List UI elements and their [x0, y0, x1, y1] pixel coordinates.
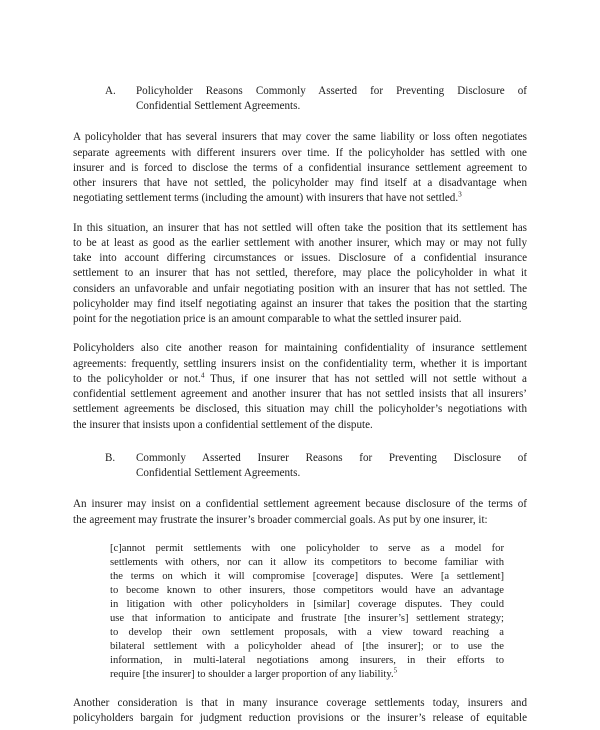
blockquote-line-7: to develop their own settlement proposals, with a view toward reaching a — [110, 626, 504, 638]
spacer — [73, 327, 527, 341]
spacer — [73, 682, 527, 696]
blockquote-line-1: [c]annot permit settlements with one policyholder to serve as a model for — [110, 542, 504, 554]
paragraph-2-line-5: considers an unfavorable and unfair negotiating position with an insurer that has not settled. The — [73, 282, 527, 295]
spacer — [73, 207, 527, 221]
paragraph-2-line-6: policyholder may find itself negotiating against an insurer that takes the position that the starting — [73, 297, 527, 310]
spacer — [73, 433, 527, 451]
blockquote-line-5: in litigation with other policyholders in [similar] coverage disputes. They could — [110, 598, 504, 610]
paragraph-3-line-5: settlement agreements be disclosed, this situation may chill the policyholder’s negotiations with — [73, 403, 527, 416]
paragraph-1-line-5 — [73, 191, 527, 206]
spacer — [73, 528, 527, 542]
paragraph-4-line-2: the agreement may frustrate the insurer’s broader commercial goals. As put by one insurer, it: — [73, 513, 488, 526]
paragraph-3-line-3-after: Thus, if one insurer that has not settled will not settle without a — [204, 372, 527, 385]
section-marker-a: A. — [105, 85, 116, 97]
paragraph-1-line-3: insurer and is forced to disclose the terms of a confidential insurance settlement agreement to — [73, 161, 527, 174]
paragraph-1-line-4: other insurers that have not settled, the policyholder may find itself at a disadvantage when — [73, 177, 527, 190]
section-marker-b: B. — [105, 451, 116, 464]
blockquote-line-8: bilateral settlement with a policyholder ahead of [the insurer]; or to use the — [110, 640, 504, 652]
paragraph-5-line-1: Another consideration is that in many insurance coverage settlements today, insurers and — [73, 696, 527, 709]
blockquote-line-10 — [110, 668, 504, 682]
paragraph-3-line-4: confidential settlement agreement and another insurer that has not settled insists that all insurers’ — [73, 388, 527, 401]
section-title-a — [136, 84, 527, 114]
paragraph-2-line-1: In this situation, an insurer that has not settled will often take the position that its settlement has — [73, 221, 527, 234]
paragraph-5-line-2: policyholders bargain for judgment reduction provisions or the insurer’s release of equitable — [73, 712, 527, 725]
section-title-b-line-2: Confidential Settlement Agreements. — [136, 467, 301, 480]
paragraph-3 — [73, 341, 527, 433]
paragraph-2 — [73, 221, 527, 328]
blockquote-line-3: the terms on which it will compromise [coverage] disputes. Were [a settlement] — [110, 570, 504, 582]
paragraph-2-line-3: take into account differing circumstances or issues. Disclosure of a confidential insurance — [73, 252, 527, 265]
section-title-a-line-1: Policyholder Reasons Commonly Asserted for Preventing Disclosure of — [136, 85, 527, 97]
paragraph-1-line-5-text: negotiating settlement terms (including the amount) with insurers that have not settled. — [73, 192, 459, 205]
paragraph-2-line-7: point for the negotiation price is an amount comparable to what the settled insurer paid. — [73, 313, 462, 326]
section-title-b-line-1: Commonly Asserted Insurer Reasons for Preventing Disclosure of — [136, 451, 527, 464]
paragraph-4-line-1: An insurer may insist on a confidential settlement agreement because disclosure of the terms of — [73, 498, 527, 511]
paragraph-3-line-3-before: to the policyholder or not. — [73, 372, 201, 385]
section-title-a-line-2: Confidential Settlement Agreements. — [136, 100, 301, 113]
blockquote-line-2: settlements with others, nor can it allow its competitors to become familiar with — [110, 556, 504, 568]
section-heading-b — [73, 451, 527, 481]
paragraph-1 — [73, 130, 527, 206]
paragraph-4 — [73, 497, 527, 528]
footnote-marker-3: 3 — [458, 189, 462, 199]
section-title-b — [136, 451, 527, 481]
section-heading-a — [73, 84, 527, 114]
paragraph-3-line-3 — [73, 372, 527, 387]
footnote-marker-5: 5 — [393, 666, 398, 675]
paragraph-5 — [73, 696, 527, 727]
blockquote-line-10-text: require [the insurer] to shoulder a larger proportion of any liability. — [110, 668, 394, 680]
spacer — [73, 481, 527, 497]
paragraph-3-line-2: agreements: frequently, settling insurers insist on the confidentiality term, whether it is important — [73, 357, 527, 370]
footnote-marker-4: 4 — [200, 370, 205, 380]
paragraph-1-line-1: A policyholder that has several insurers that may cover the same liability or loss often negotiates — [73, 131, 527, 144]
blockquote-line-6: use that information to anticipate and frustrate [the insurer’s] settlement strategy; — [110, 612, 504, 624]
paragraph-3-line-1: Policyholders also cite another reason for maintaining confidentiality of insurance settlement — [73, 342, 527, 355]
blockquote-line-9: information, in multi-lateral negotiations among insurers, in their efforts to — [110, 654, 504, 666]
paragraph-2-line-2: to be at least as good as the earlier settlement with another insurer, which may or may not fully — [73, 236, 527, 249]
paragraph-2-line-4: settlement to an insurer that has not settled, therefore, may place the policyholder in what it — [73, 267, 527, 280]
paragraph-1-line-2: separate agreements with different insurers over time. If the policyholder has settled with one — [73, 146, 527, 159]
spacer — [73, 114, 527, 130]
blockquote-line-4: to become known to other insurers, those competitors would have an advantage — [110, 584, 504, 596]
insurer-quotation-block — [73, 542, 527, 682]
document-body — [73, 84, 527, 726]
paragraph-3-line-6: the insurer that insists upon a confidential settlement of the dispute. — [73, 418, 373, 431]
